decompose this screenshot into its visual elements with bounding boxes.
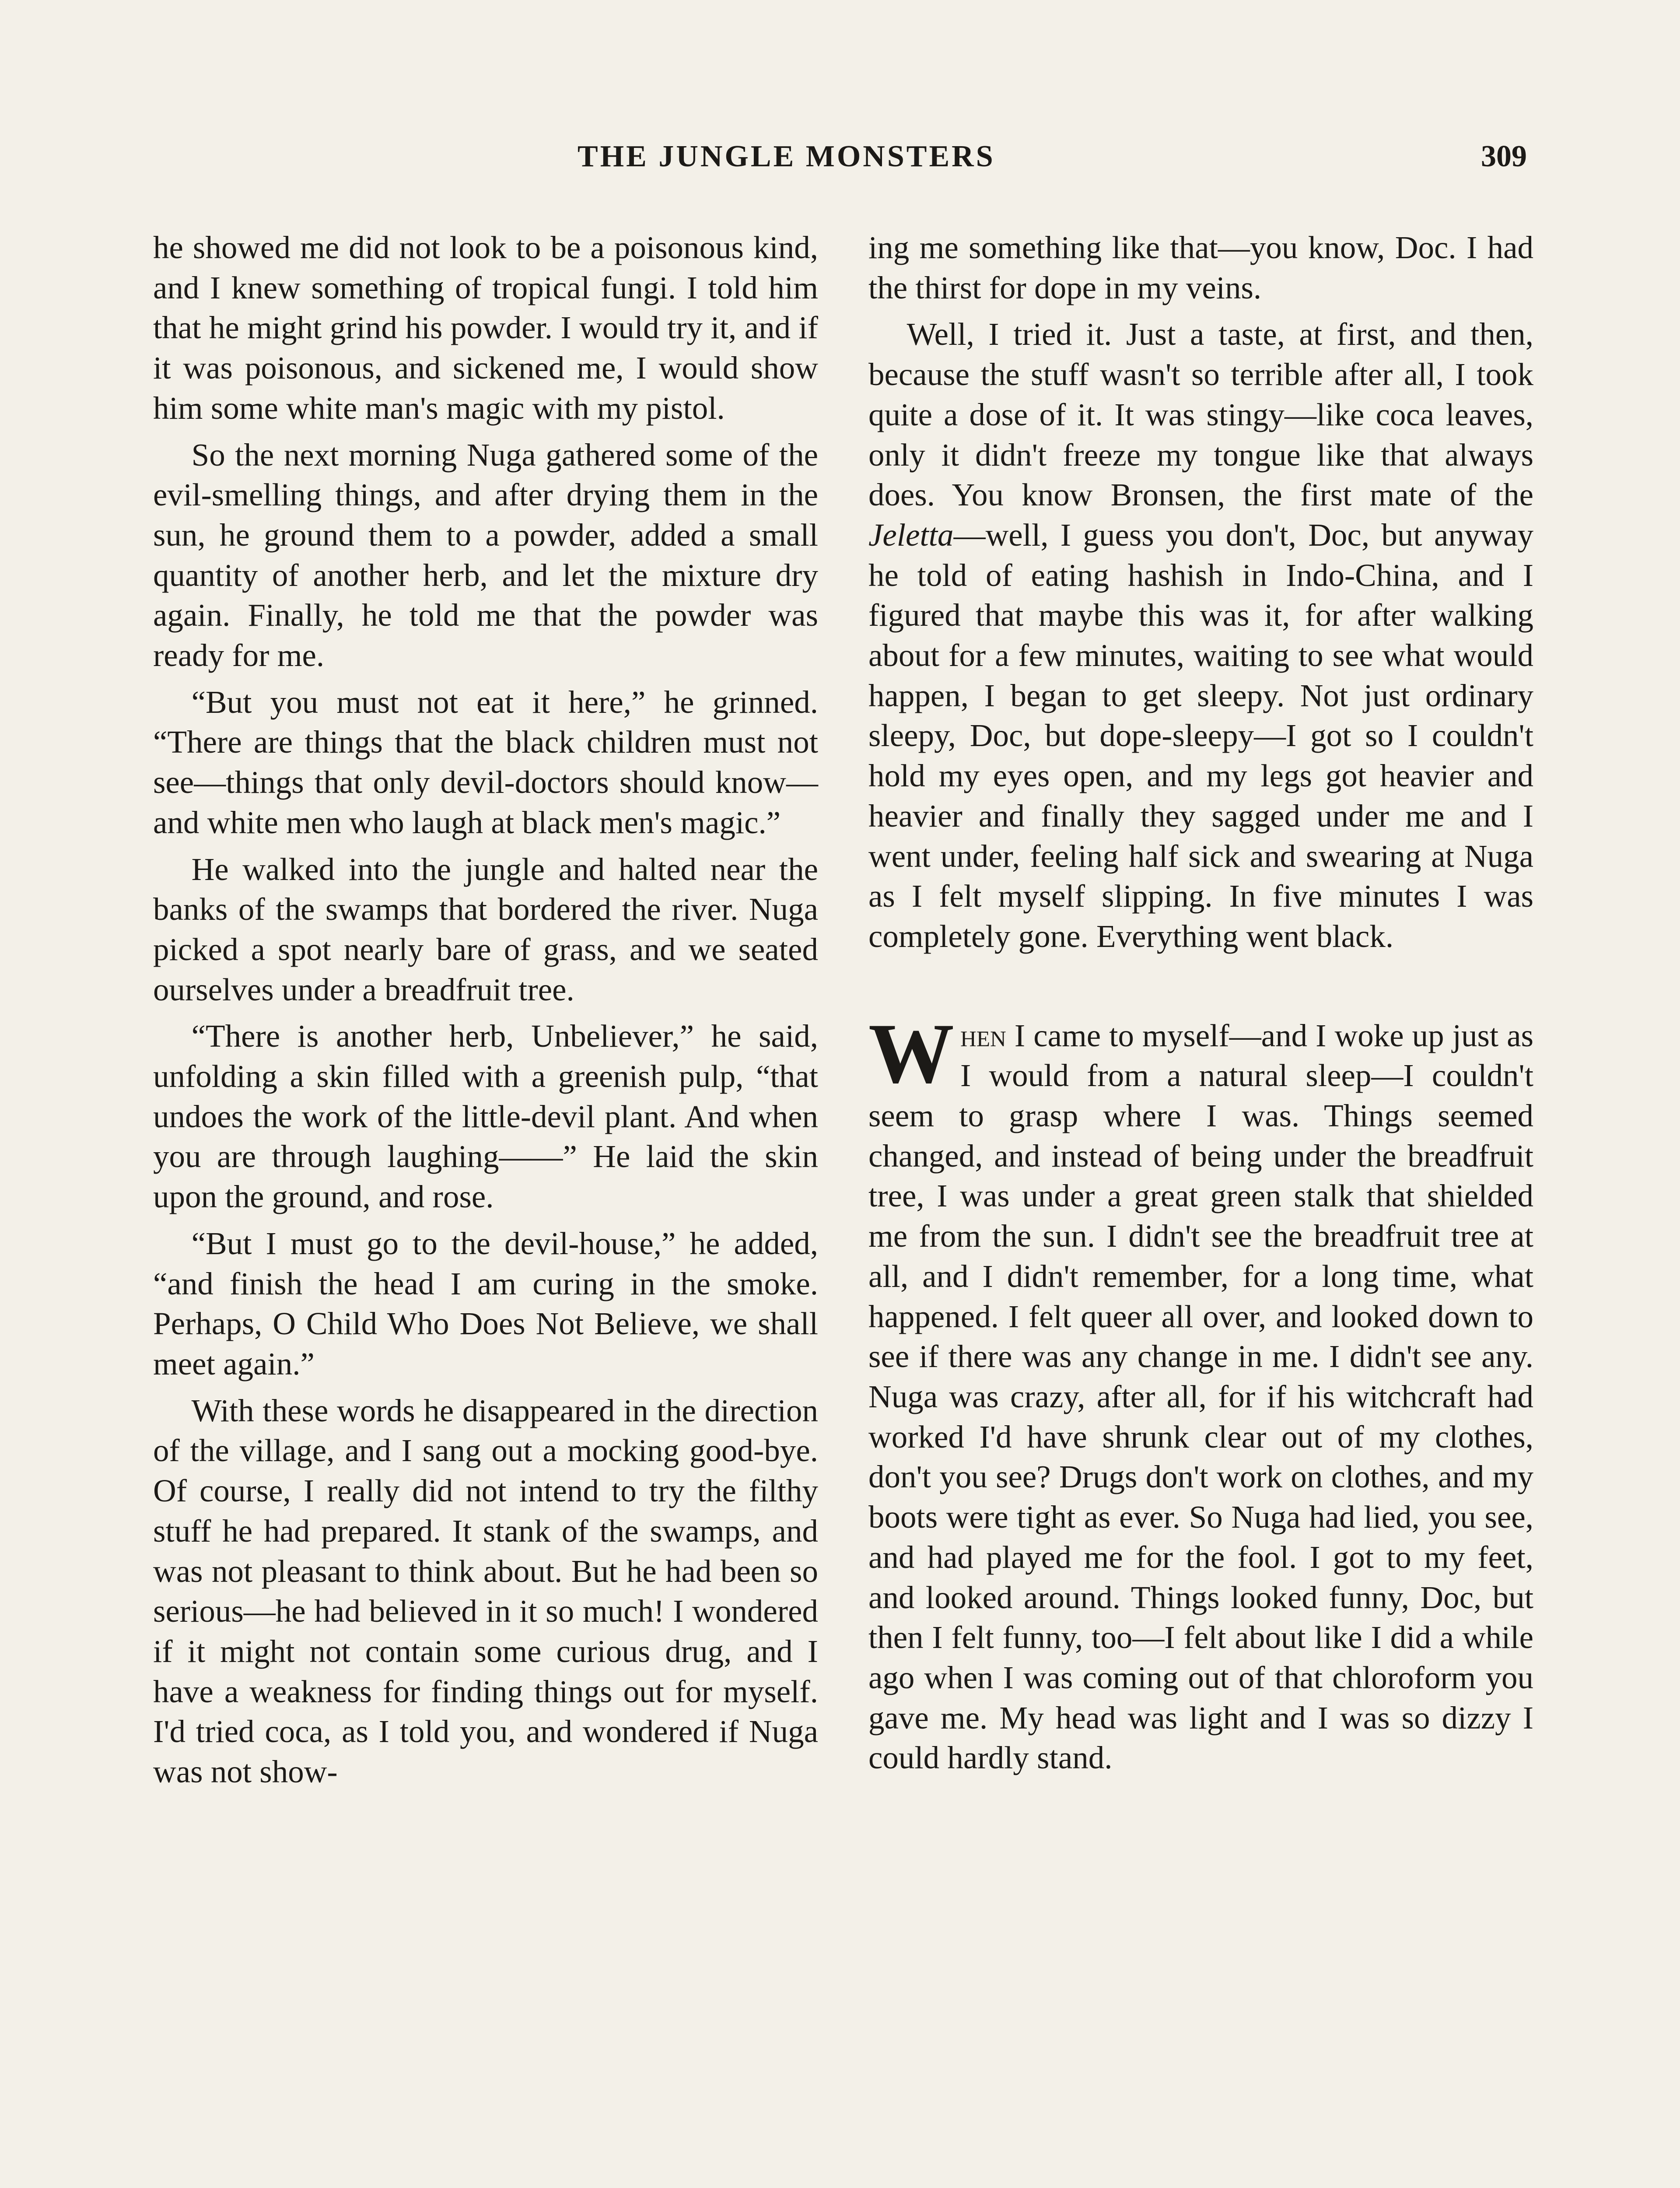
- ship-name: Jeletta: [868, 517, 954, 553]
- paragraph: he showed me did not look to be a poisonous kind, and I knew something of tropical fungi. I told him that he might grind his powder. I would try it, and if it was poisonous, and sickened me, I would show him some white man's magic with my pistol.: [153, 230, 818, 426]
- running-title: THE JUNGLE MONSTERS: [578, 140, 995, 173]
- section-opening-paragraph: [868, 1006, 1533, 1778]
- drop-cap: W: [868, 1006, 954, 1101]
- section-gap: [868, 963, 1533, 1016]
- paragraph: ing me something like that—you know, Doc. I had the thirst for dope in my veins.: [868, 230, 1533, 305]
- paragraph: “But I must go to the devil-house,” he added, “and finish the head I am curing in the smoke. Perhaps, O Child Who Does Not Believe, we shall meet again.”: [153, 1225, 818, 1382]
- paragraph-text: —well, I guess you don't, Doc, but anyway he told of eating hashish in Indo-China, and I figured that maybe this was it, for after walking about for a few minutes, waiting to see what would happen, I began to get sleepy. Not just ordinary sleepy, Doc, but dope-sleepy—I got so I couldn't hold my eyes open, and my legs got heavier and heavier and finally they sagged under me and I went under, feeling half sick and swearing at Nuga as I felt myself slipping. In five minutes I was completely gone. Everything went black.: [868, 517, 1533, 954]
- page-header: [144, 139, 1527, 192]
- left-column: [153, 228, 818, 1799]
- paragraph-text: Well, I tried it. Just a taste, at first, and then, because the stuff wasn't so terrible after all, I took quite a dose of it. It was stingy—like coca leaves, only it didn't freeze my tongue like that always does. You know Bronsen, the first mate of the: [868, 316, 1533, 513]
- paragraph: So the next morning Nuga gathered some of the evil-smelling things, and after drying them in the sun, he ground them to a powder, added a small quantity of another herb, and let the mixture dry again. Finally, he told me that the powder was ready for me.: [153, 437, 818, 673]
- paragraph: “But you must not eat it here,” he grinned. “There are things that the black children must not see—things that only devil-doctors should know—and white men who laugh at black men's magic.”: [153, 684, 818, 840]
- page-number: 309: [1481, 140, 1527, 173]
- small-caps-word: hen: [960, 1017, 1006, 1053]
- right-column: [868, 228, 1533, 1785]
- paragraph: [868, 314, 1533, 956]
- paragraph: With these words he disappeared in the direction of the village, and I sang out a mocking good-bye. Of course, I really did not intend to try the filthy stuff he had prepared. It stank of the swamps, and was not pleasant to think about. But he had been so serious—he had believed in it so much! I wondered if it might not contain some curious drug, and I have a weakness for finding things out for myself. I'd tried coca, as I told you, and wondered if Nuga was not show-: [153, 1392, 818, 1790]
- paragraph-text: I came to myself—and I woke up just as I would from a natural sleep—I couldn't seem to grasp where I was. Things seemed changed, and instead of being under the breadfruit tree, I was under a great green stalk that shielded me from the sun. I didn't see the breadfruit tree at all, and I didn't remember, for a long time, what happened. I felt queer all over, and looked down to see if there was any change in me. I didn't see any. Nuga was crazy, after all, for if his witchcraft had worked I'd have shrunk clear out of my clothes, don't you see? Drugs don't work on clothes, and my boots were tight as ever. So Nuga had lied, you see, and had played me for the fool. I got to my feet, and looked around. Things looked funny, Doc, but then I felt funny, too—I felt about like I did a while ago when I was coming out of that chloroform you gave me. My head was light and I was so dizzy I could hardly stand.: [868, 1017, 1533, 1776]
- paragraph: He walked into the jungle and halted near the banks of the swamps that bordered the river. Nuga picked a spot nearly bare of grass, and we seated ourselves under a breadfruit tree.: [153, 851, 818, 1007]
- paragraph: “There is another herb, Unbeliever,” he said, unfolding a skin filled with a greenish pulp, “that undoes the work of the little-devil plant. And when you are through laughing——” He laid the skin upon the ground, and rose.: [153, 1018, 818, 1215]
